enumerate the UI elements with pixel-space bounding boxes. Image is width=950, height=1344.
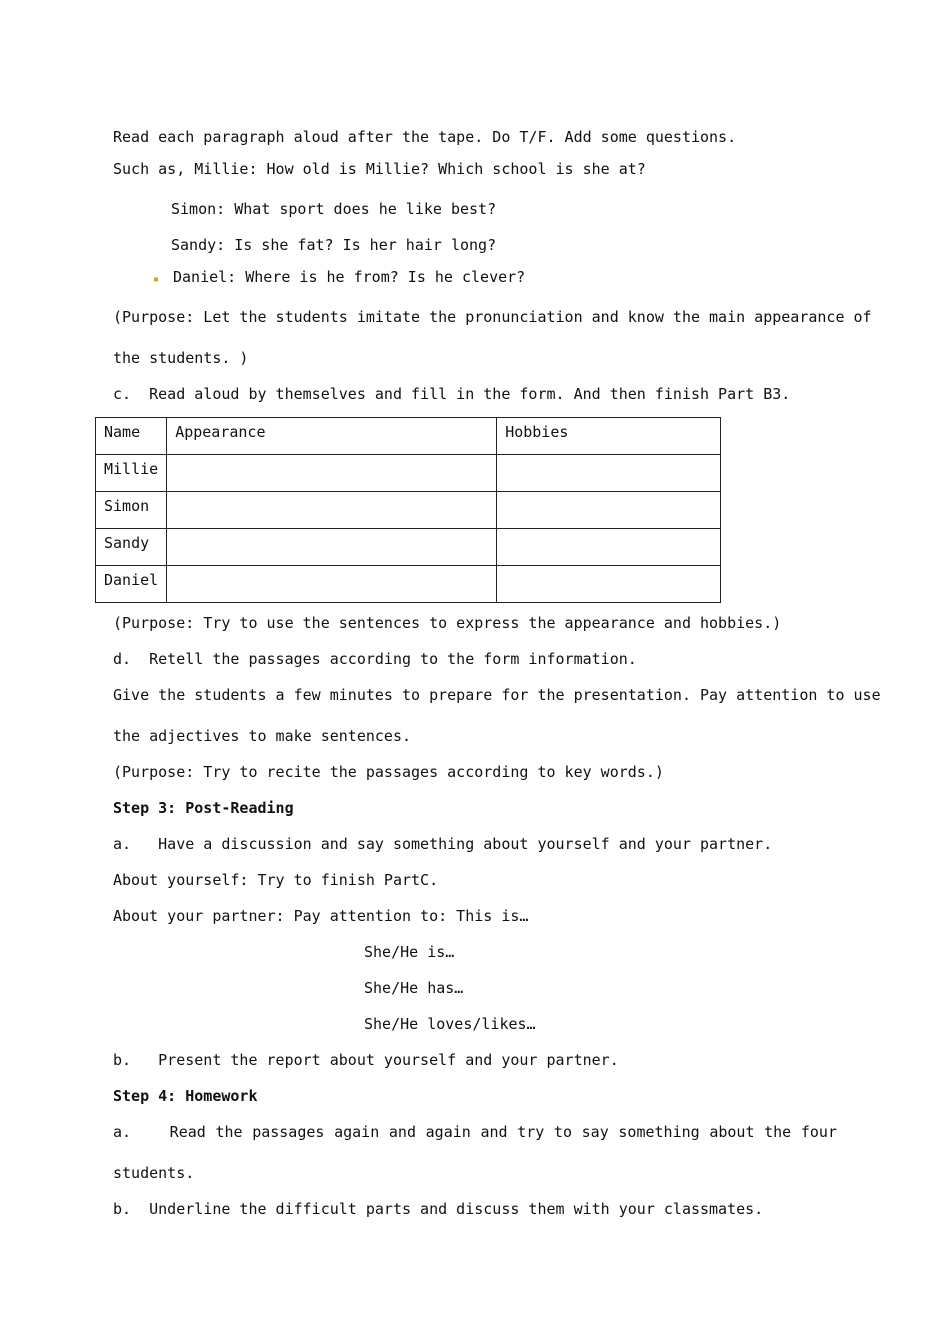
- table-cell-appearance: [167, 529, 497, 566]
- question-sandy: Sandy: Is she fat? Is her hair long?: [171, 236, 497, 254]
- purpose-line: (Purpose: Try to recite the passages according to key words.): [113, 763, 664, 781]
- step-4-heading: Step 4: Homework: [113, 1087, 258, 1105]
- table-cell-hobbies: [497, 455, 721, 492]
- instruction-line: Give the students a few minutes to prepare for the presentation. Pay attention to use: [113, 686, 881, 704]
- table-header-row: [96, 418, 721, 455]
- table-cell-appearance: [167, 566, 497, 603]
- step-3a-line: a. Have a discussion and say something about yourself and your partner.: [113, 835, 773, 853]
- question-simon: Simon: What sport does he like best?: [171, 200, 497, 218]
- purpose-line-1: (Purpose: Let the students imitate the pronunciation and know the main appearance of: [113, 308, 872, 326]
- table-row: [96, 455, 721, 492]
- table-header-cell: Name: [96, 418, 167, 455]
- table-row: [96, 529, 721, 566]
- homework-a-continued: students.: [113, 1164, 195, 1182]
- table-cell-name: Simon: [96, 492, 167, 529]
- pattern-line: She/He loves/likes…: [364, 1015, 536, 1033]
- instruction-line: Read each paragraph aloud after the tape. Do T/F. Add some questions.: [113, 128, 737, 146]
- about-partner-line: About your partner: Pay attention to: This is…: [113, 907, 529, 925]
- table-cell-name: Daniel: [96, 566, 167, 603]
- table-cell-appearance: [167, 492, 497, 529]
- appearance-hobbies-table: [95, 417, 721, 603]
- step-3b-line: b. Present the report about yourself and your partner.: [113, 1051, 619, 1069]
- step-c-line: c. Read aloud by themselves and fill in the form. And then finish Part B3.: [113, 385, 791, 403]
- mark-dot: ▪: [153, 274, 160, 285]
- table-cell-hobbies: [497, 529, 721, 566]
- purpose-line: (Purpose: Try to use the sentences to express the appearance and hobbies.): [113, 614, 782, 632]
- table-cell-hobbies: [497, 566, 721, 603]
- about-yourself-line: About yourself: Try to finish PartC.: [113, 871, 439, 889]
- instruction-line: the adjectives to make sentences.: [113, 727, 412, 745]
- table-cell-name: Sandy: [96, 529, 167, 566]
- table-row: [96, 566, 721, 603]
- table-header-cell: Appearance: [167, 418, 497, 455]
- table-header-cell: Hobbies: [497, 418, 721, 455]
- step-3-heading: Step 3: Post-Reading: [113, 799, 294, 817]
- table-row: [96, 492, 721, 529]
- pattern-line: She/He is…: [364, 943, 455, 961]
- homework-a-line: a. Read the passages again and again and try to say something about the four: [113, 1123, 837, 1141]
- step-d-line: d. Retell the passages according to the form information.: [113, 650, 637, 668]
- homework-b-line: b. Underline the difficult parts and discuss them with your classmates.: [113, 1200, 764, 1218]
- pattern-line: She/He has…: [364, 979, 464, 997]
- question-daniel: Daniel: Where is he from? Is he clever?: [173, 268, 526, 286]
- table-cell-name: Millie: [96, 455, 167, 492]
- example-line: Such as, Millie: How old is Millie? Which school is she at?: [113, 160, 646, 178]
- table-cell-appearance: [167, 455, 497, 492]
- table-cell-hobbies: [497, 492, 721, 529]
- purpose-line-2: the students. ): [113, 349, 249, 367]
